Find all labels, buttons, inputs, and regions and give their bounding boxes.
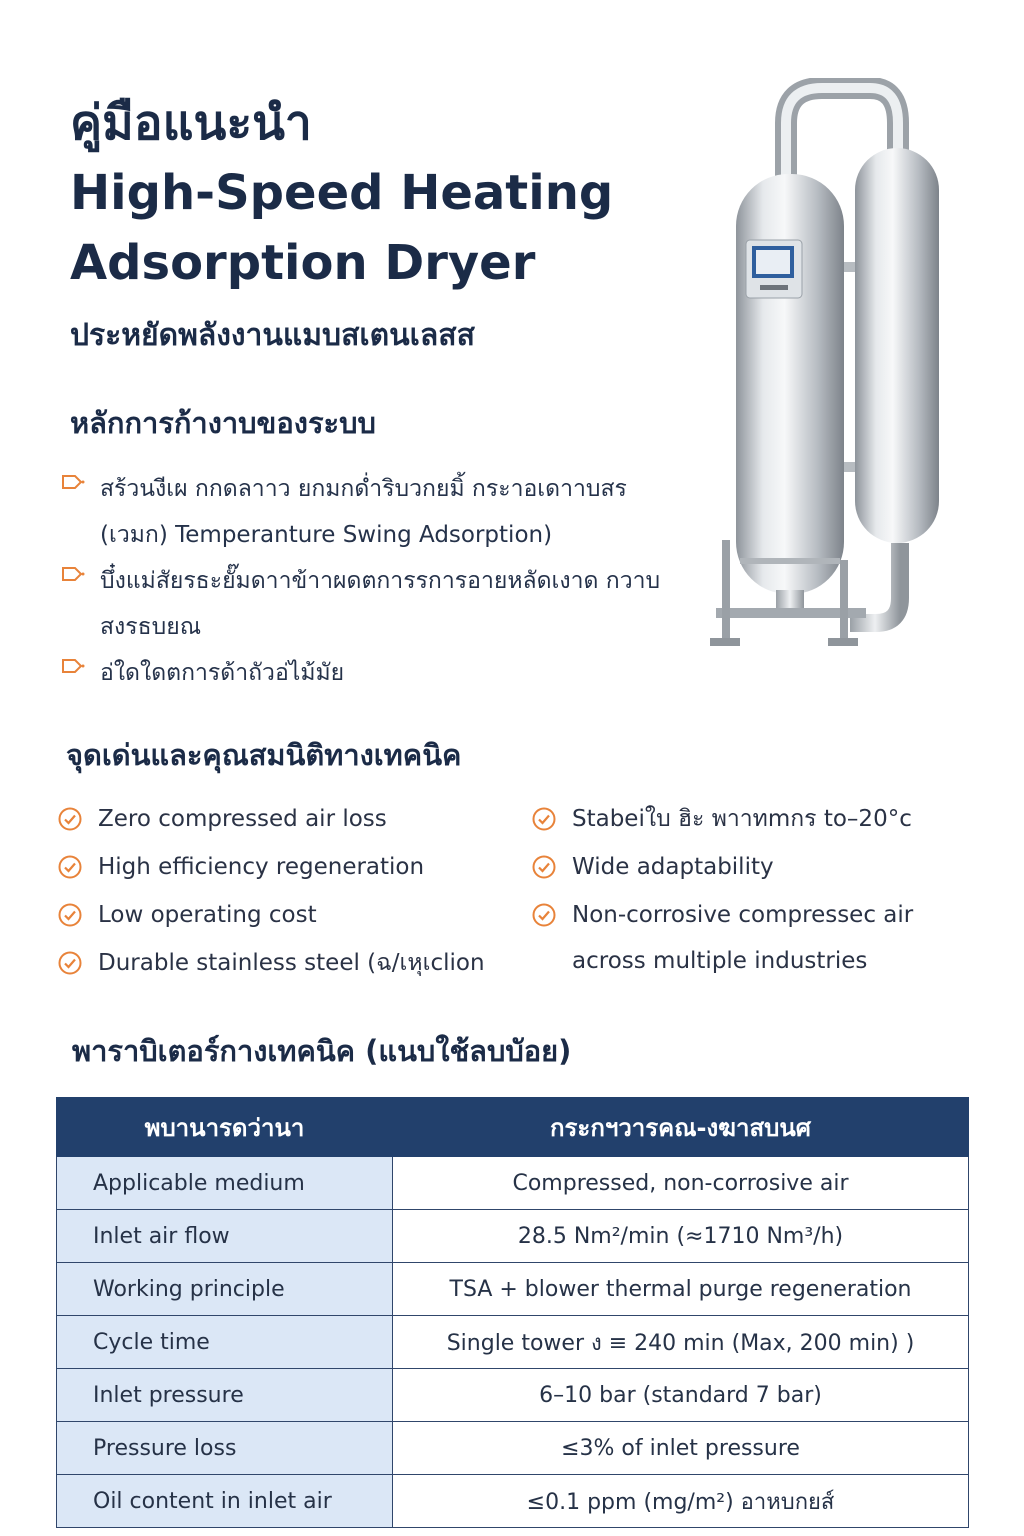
tag-arrow-icon bbox=[60, 656, 86, 676]
column-header-parameter: พบานารดว่านา bbox=[57, 1098, 393, 1157]
param-value: ≤3% of inlet pressure bbox=[393, 1422, 969, 1475]
list-item bbox=[60, 650, 680, 696]
principle-text: บึ๋งแม่สัยรธะยั๊มดาาข้าาผดตการรการอายหลัดเงาด กวาบสงรธบยณ bbox=[100, 568, 661, 640]
check-circle-icon bbox=[532, 807, 556, 831]
features-right-list bbox=[530, 796, 970, 986]
params-heading: พาราบิเตอร์กางเทคนิค (แนบใช้ลบบัอย) bbox=[72, 1034, 572, 1068]
tag-arrow-icon bbox=[60, 564, 86, 584]
check-circle-icon bbox=[58, 855, 82, 879]
tag-arrow-icon bbox=[60, 472, 86, 492]
list-item bbox=[56, 844, 506, 890]
feature-text: Durable stainless steel (ฉ/เหุเclion bbox=[98, 950, 485, 976]
table-row bbox=[57, 1475, 969, 1528]
table-row bbox=[57, 1422, 969, 1475]
page-subtitle: ประหยัดพลังงานแมบสเตนเลสส bbox=[70, 318, 475, 353]
feature-text: High efficiency regeneration bbox=[98, 854, 425, 880]
table-row bbox=[57, 1210, 969, 1263]
list-item bbox=[60, 466, 680, 558]
feature-text: Stabeiใบ ฮิะ พาาทmกร to–20°c bbox=[572, 806, 912, 832]
list-item bbox=[530, 796, 970, 842]
principle-text: อ่ใดใดตการด้าถัวอ่ไม้มัย bbox=[100, 660, 345, 686]
param-value: TSA + blower thermal purge regeneration bbox=[393, 1263, 969, 1316]
params-table bbox=[56, 1097, 969, 1528]
param-name: Pressure loss bbox=[57, 1422, 393, 1475]
title-line-1: High-Speed Heating bbox=[70, 165, 614, 221]
list-item bbox=[56, 892, 506, 938]
column-header-value: กระกฯวารคณ-งฆาสบนศ bbox=[393, 1098, 969, 1157]
table-row bbox=[57, 1157, 969, 1210]
check-circle-icon bbox=[58, 951, 82, 975]
list-item bbox=[530, 844, 970, 890]
page-title bbox=[70, 88, 690, 298]
principle-text: สร้วนงีเผ กกดลาาว ยกมกด่ำริบวกยมิ้ กระาอเดาาบสร (เวมก) Temperanture Swing Adsorption) bbox=[100, 476, 627, 548]
list-item bbox=[56, 940, 506, 986]
table-row bbox=[57, 1263, 969, 1316]
table-header-row bbox=[57, 1098, 969, 1157]
left-tank bbox=[736, 174, 844, 594]
param-name: Inlet air flow bbox=[57, 1210, 393, 1263]
param-value: ≤0.1 ppm (mg/m²) อาหบกยส์ bbox=[393, 1475, 969, 1528]
table-row bbox=[57, 1369, 969, 1422]
title-line-thai: คู่มือแนะนำ bbox=[70, 95, 312, 151]
list-item bbox=[530, 892, 970, 984]
check-circle-icon bbox=[58, 807, 82, 831]
param-value: Compressed, non-corrosive air bbox=[393, 1157, 969, 1210]
feature-text: Zero compressed air loss bbox=[98, 806, 387, 832]
feature-text: Non-corrosive compressec air across multiple industries bbox=[572, 902, 914, 974]
features-left-list bbox=[56, 796, 506, 988]
feature-text: Low operating cost bbox=[98, 902, 317, 928]
param-value: Single tower ง ≡ 240 min (Max, 200 min) ) bbox=[393, 1316, 969, 1369]
check-circle-icon bbox=[58, 903, 82, 927]
list-item bbox=[56, 796, 506, 842]
check-circle-icon bbox=[532, 855, 556, 879]
dryer-illustration bbox=[700, 78, 950, 658]
param-value: 28.5 Nm²/min (≈1710 Nm³/h) bbox=[393, 1210, 969, 1263]
right-tank bbox=[855, 148, 939, 543]
table-row bbox=[57, 1316, 969, 1369]
principle-list bbox=[60, 466, 680, 696]
param-name: Cycle time bbox=[57, 1316, 393, 1369]
list-item bbox=[60, 558, 680, 650]
params-table-wrapper bbox=[56, 1097, 969, 1528]
param-name: Working principle bbox=[57, 1263, 393, 1316]
principle-heading: หลักการก้างาบของระบบ bbox=[70, 406, 376, 440]
feature-text: Wide adaptability bbox=[572, 854, 774, 880]
features-heading: จุดเด่นและคุณสมนิติทางเทคนิค bbox=[66, 738, 462, 772]
param-name: Applicable medium bbox=[57, 1157, 393, 1210]
param-name: Inlet pressure bbox=[57, 1369, 393, 1422]
title-line-2: Adsorption Dryer bbox=[70, 235, 536, 291]
check-circle-icon bbox=[532, 903, 556, 927]
param-name: Oil content in inlet air bbox=[57, 1475, 393, 1528]
param-value: 6–10 bar (standard 7 bar) bbox=[393, 1369, 969, 1422]
